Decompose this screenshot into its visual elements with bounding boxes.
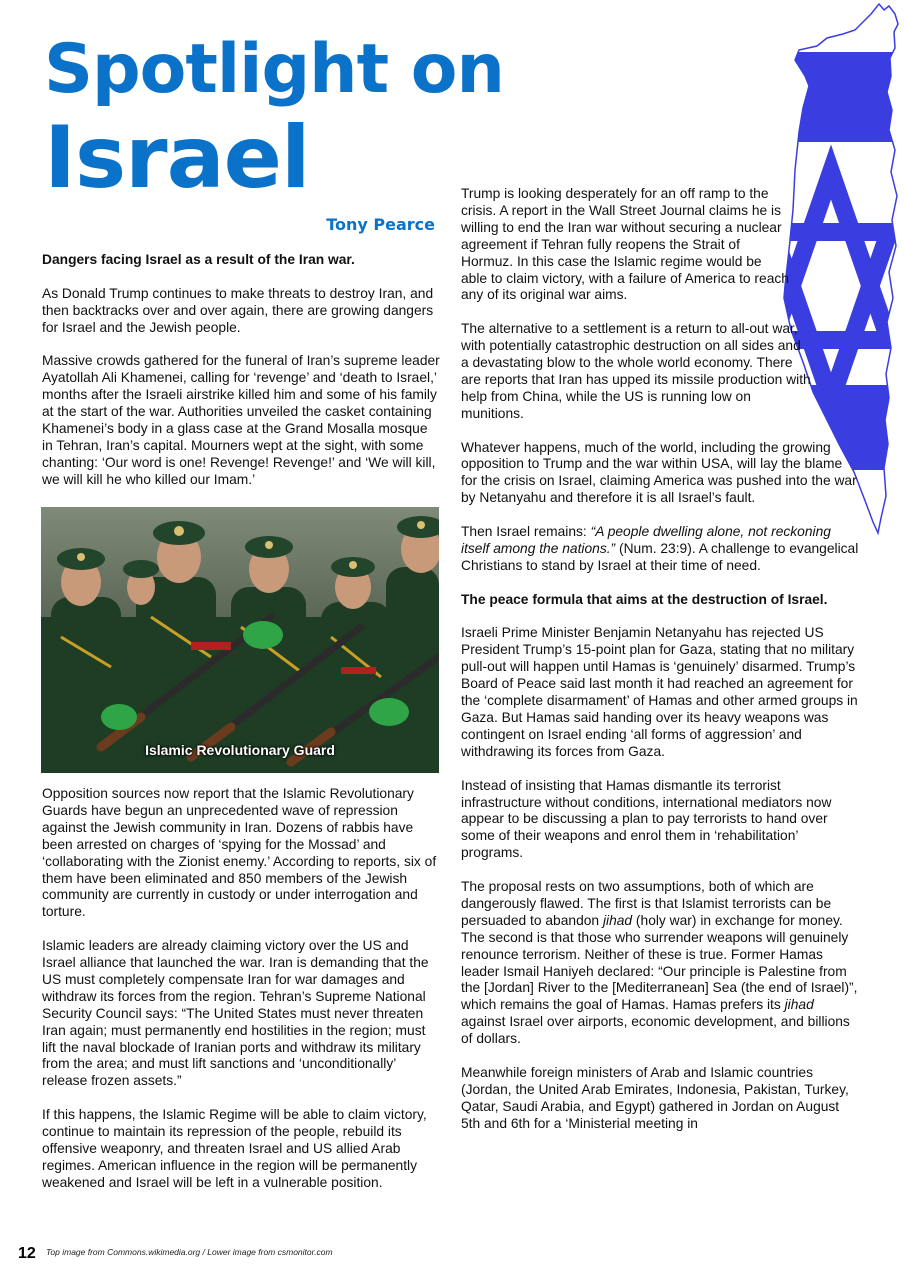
paragraph-jihad <box>461 879 861 1048</box>
photo-caption: Islamic Revolutionary Guard <box>145 742 335 758</box>
scripture-quote: “A people dwelling alone, not reckoning itself among the nations.” <box>461 524 831 556</box>
left-column-bottom <box>42 786 440 1209</box>
page-title-line-1: Spotlight on <box>44 30 504 109</box>
paragraph: Massive crowds gathered for the funeral of Iran’s supreme leader Ayatollah Ali Khamenei, calling for ‘revenge’ and ‘death to Israel,’ months after the Israeli airstrike killed him and some of his family at the start of the war. Authorities unveiled the casket containing Khamenei’s body in a glass case at the Grand Mosalla mosque in Tehran, Iran’s capital. Mourners wept at the sight, with some chanting: ‘Our word is one! Revenge! Revenge!’ and ‘We will kill, we will kill he who killed our Imam.’ <box>42 353 440 487</box>
text-run: against Israel over airports, economic development, and billions of dollars. <box>461 1014 850 1047</box>
paragraph: Israeli Prime Minister Benjamin Netanyahu has rejected US President Trump’s 15-point plan for Gaza, stating that no military pull-out will happen until Hamas is ‘genuinely’ disarmed. Trump’s Board of Peace said last month it had reached an agreement for the ‘complete disarmament’ of Hamas and other armed groups in Gaza. But Hamas said handing over its heavy weapons was contingent on Israel ending ‘all forms of aggression’ and withdrawing its forces from Gaza. <box>461 625 858 759</box>
page-title-line-2: Israel <box>44 108 310 208</box>
paragraph-text: Whatever happens, much of the world, including the growing opposition to Trump and the war within USA, will lay the blame for the crisis on Israel, claiming America was pushed into the war by Netanyahu and therefore it is all Israel’s fault. <box>461 439 857 506</box>
paragraph: Trump is looking desperately for an off ramp to the crisis. A report in the Wall Street Journal claims he is willing to end the Iran war without securing a nuclear agreement if Tehran fully reopens the Strait of Hormuz. In this case the Islamic regime would be able to claim victory, with a failure of America to reach any of its original war aims. <box>461 186 789 303</box>
author-byline: Tony Pearce <box>326 215 435 234</box>
section-heading-dangers: Dangers facing Israel as a result of the Iran war. <box>42 252 355 267</box>
paragraph: Meanwhile foreign ministers of Arab and Islamic countries (Jordan, the United Arab Emirates, Indonesia, Pakistan, Turkey, Qatar, Saudi Arabia, and Egypt) gathered in Jordan on August 5th and 6th for a ‘Ministerial meeting in <box>461 1065 849 1131</box>
page-number: 12 <box>18 1245 36 1262</box>
text-run: Then Israel remains: <box>461 524 591 540</box>
paragraph: Opposition sources now report that the Islamic Revolutionary Guards have begun an unprecedented wave of repression against the Jewish community in Iran. Dozens of rabbis have been arrested on charges of ‘spying for the Mossad’ and ‘collaborating with the Zionist enemy.’ According to reports, six of them have been eliminated and 850 members of the Jewish community are currently in custody or under interrogation and torture. <box>42 786 437 920</box>
jihad-term: jihad <box>602 912 633 928</box>
jihad-term: jihad <box>784 997 814 1013</box>
right-column <box>461 186 861 1150</box>
paragraph: Islamic leaders are already claiming victory over the US and Israel alliance that launched the war. Iran is demanding that the US must completely compensate Iran for war damages and withdraw its forces from the region. Tehran’s Supreme National Security Council says: “The United States must never threaten Iran again; must permanently end hostilities in the region; must lift the naval blockade of Iranian ports and withdraw its military from the area; and must lift sanctions and ‘unconditionally’ release frozen assets.” <box>42 938 429 1089</box>
section-heading-peace-formula: The peace formula that aims at the destruction of Israel. <box>461 591 828 607</box>
paragraph: If this happens, the Islamic Regime will be able to claim victory, continue to maintain its repression of the people, rebuild its offensive weaponry, and threaten Israel and US allied Arab regimes. American influence in the region will be permanently weakened and Israel will be left in a vulnerable position. <box>42 1107 427 1190</box>
paragraph: As Donald Trump continues to make threats to destroy Iran, and then backtracks over and over again, there are growing dangers for Israel and the Jewish people. <box>42 285 434 335</box>
image-credit: Top image from Commons.wikimedia.org / Lower image from csmonitor.com <box>46 1247 333 1257</box>
text-run: (holy war) in exchange for money. The second is that those who surrender weapons will genuinely renounce terrorism. Neither of these is true. Former Hamas leader Ismail Haniyeh declared: “Our principle is Palestine from the [Jordan] River to the [Mediterranean] Sea (the end of Israel)”, which remains the goal of Hamas. Hamas prefers its <box>461 912 858 1013</box>
soldiers-image <box>41 507 439 773</box>
text-run: The proposal rests on two assumptions, both of which are dangerously flawed. The first is that Islamist terrorists can be persuaded to abandon <box>461 879 832 928</box>
text-run: (Num. 23:9). A challenge to evangelical Christians to stand by Israel at their time of need. <box>461 540 859 573</box>
paragraph <box>461 440 861 508</box>
paragraph: The alternative to a settlement is a return to all-out war, with potentially catastrophic destruction on all sides and a devastating blow to the whole world economy. There are reports that Iran has upped its missile production with help from China, while the US is running low on munitions. <box>461 321 811 421</box>
revolutionary-guard-photo <box>41 507 439 773</box>
paragraph-num-quote <box>461 524 861 575</box>
paragraph: Instead of insisting that Hamas dismantle its terrorist infrastructure without conditions, international mediators now appear to be discussing a plan to pay terrorists to hand over some of their weapons and enrol them in ‘rehabilitation’ programs. <box>461 777 832 861</box>
left-column-top <box>42 252 440 506</box>
